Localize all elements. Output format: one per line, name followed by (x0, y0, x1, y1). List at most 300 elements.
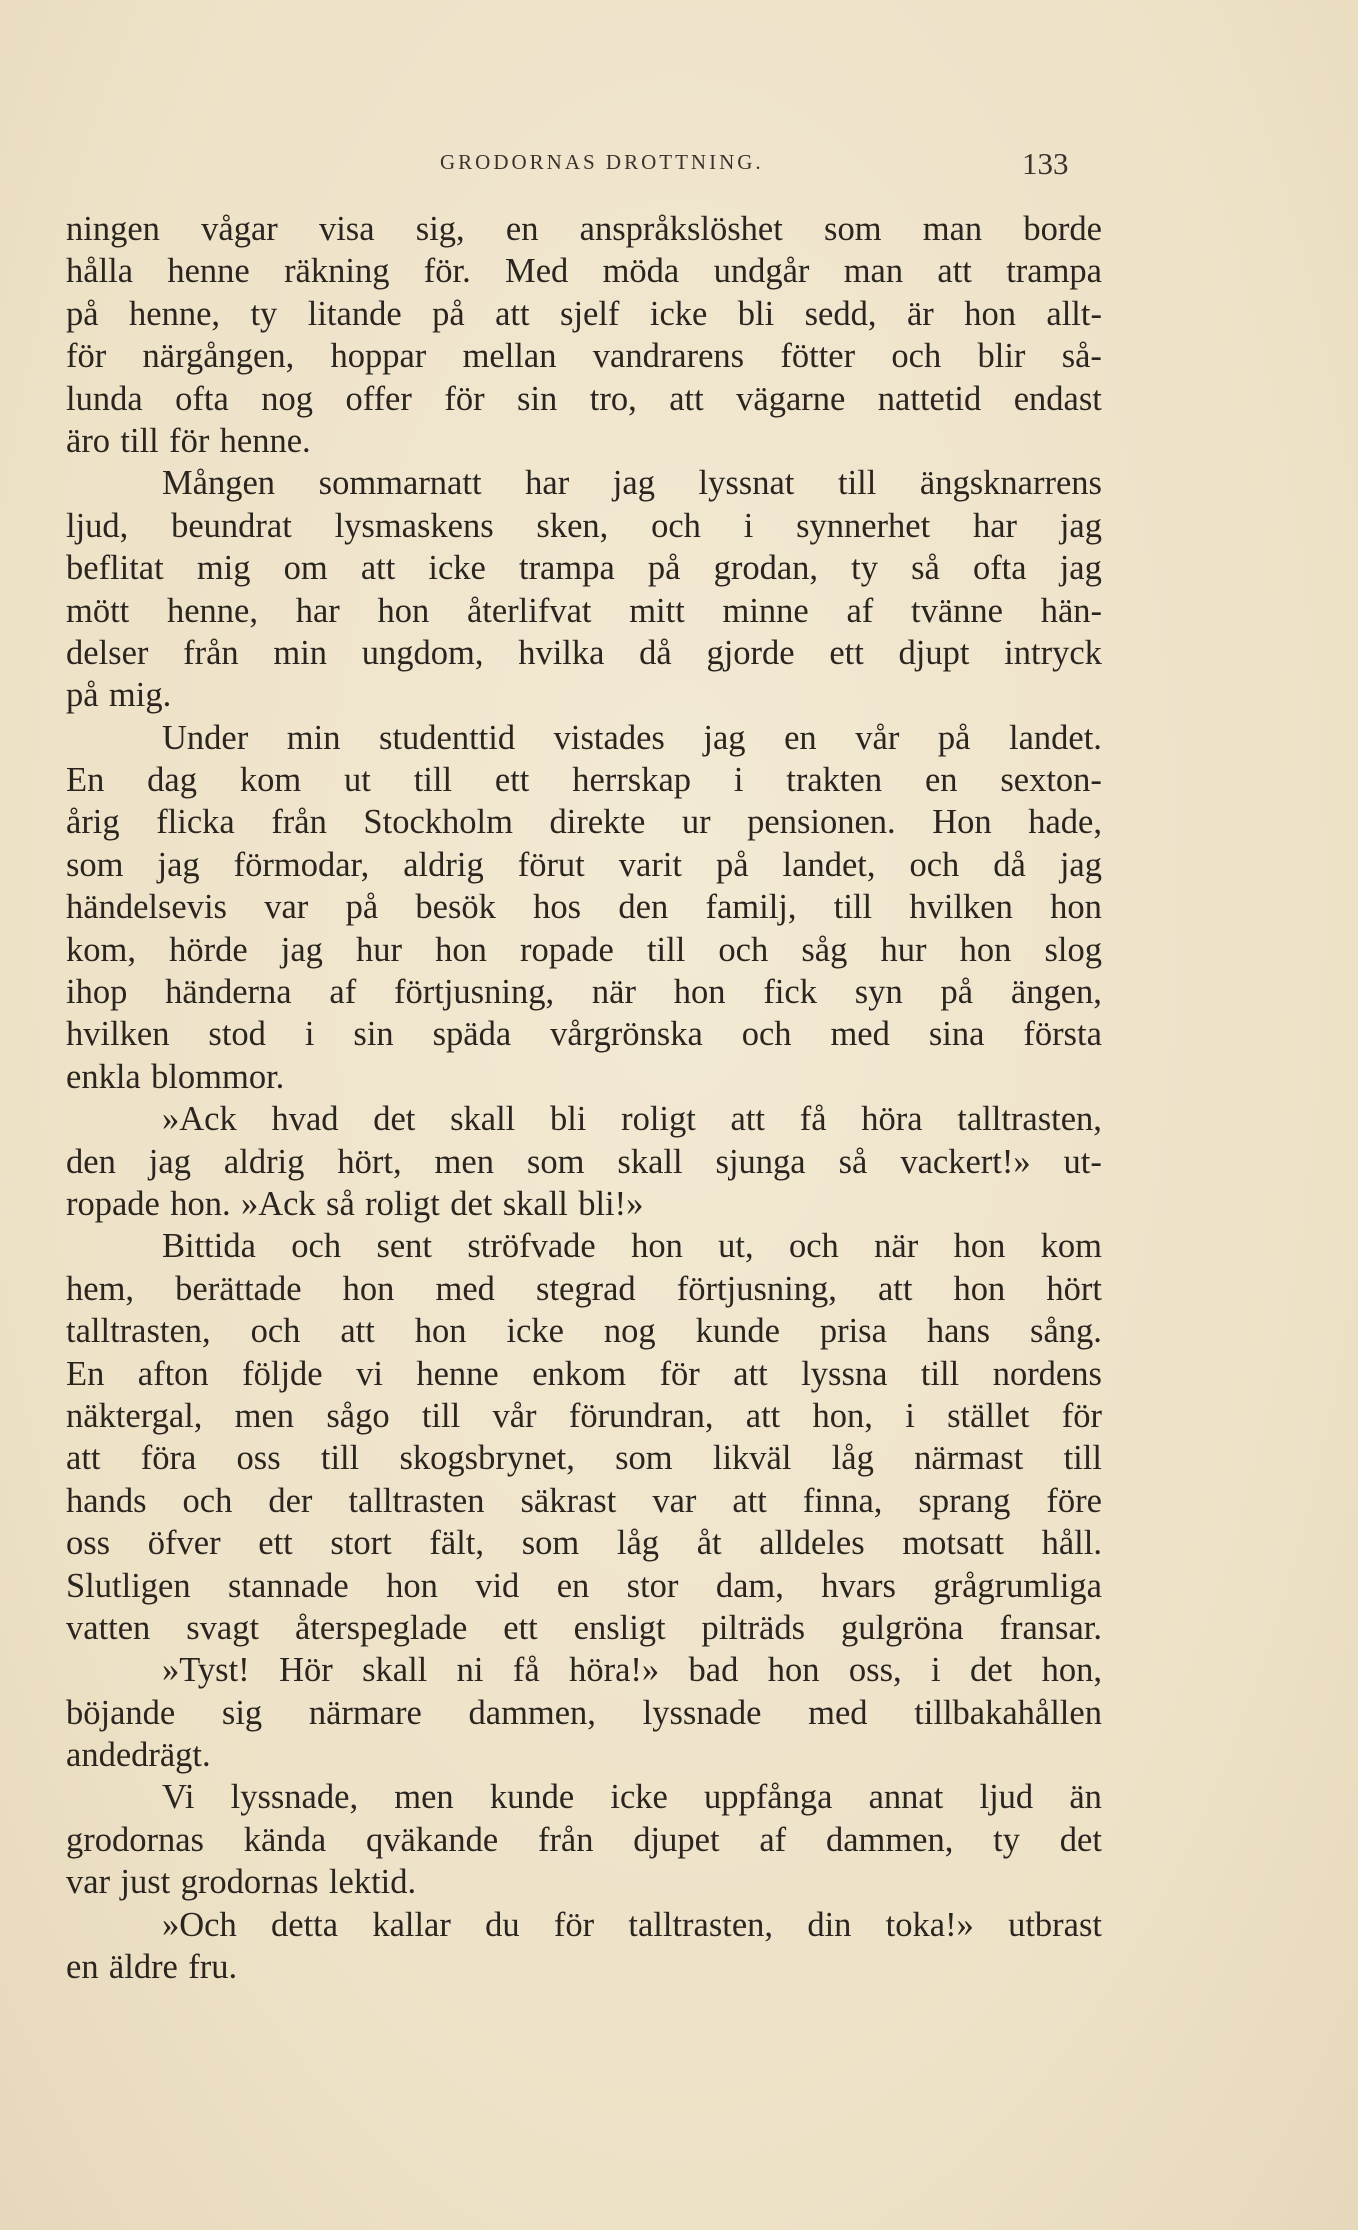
text-word: när (591, 973, 636, 1012)
text-word: Mången (162, 464, 276, 503)
text-word: förtjusning, (394, 973, 555, 1012)
text-line (66, 1946, 1102, 1988)
text-word: varit (618, 845, 682, 884)
text-word: hon (1050, 888, 1102, 927)
text-word: då (639, 633, 672, 672)
text-word: af (759, 1820, 787, 1859)
text-word: för (659, 1354, 700, 1393)
text-word: ty (250, 294, 278, 333)
text-word: hans (926, 1312, 991, 1351)
text-word: som (615, 1439, 673, 1478)
text-word: förut (517, 845, 585, 884)
text-word: ett (503, 1608, 538, 1647)
text-word: sprang (918, 1481, 1011, 1520)
text-word: stort (330, 1524, 392, 1563)
text-word: har (525, 464, 570, 503)
text-word: för. (423, 252, 471, 291)
text-word: djupt (898, 633, 970, 672)
text-word: oss, (848, 1651, 902, 1690)
text-word: andedrägt. (66, 1736, 211, 1775)
text-word: så (326, 1184, 355, 1223)
text-word: Hon (932, 803, 992, 842)
text-word: lyssnat (698, 464, 795, 503)
text-word: icke (428, 549, 486, 588)
text-word: beflitat (66, 549, 164, 588)
text-word: sent (376, 1227, 433, 1266)
text-word: den (618, 888, 669, 927)
text-word: borde (1023, 210, 1102, 248)
text-word: äldre (108, 1948, 178, 1987)
text-word: för (66, 337, 107, 376)
text-word: dag (147, 761, 197, 800)
text-word: närmast (914, 1439, 1024, 1478)
text-word: vågar (201, 210, 278, 248)
text-word: i (743, 506, 754, 545)
text-word: vi (356, 1354, 383, 1393)
text-word: bad (688, 1651, 739, 1690)
text-word: vårgrönska (550, 1015, 703, 1054)
text-word: tvänne (911, 591, 1003, 630)
text-word: då (993, 845, 1026, 884)
text-word: af (846, 591, 874, 630)
text-word: endast (1013, 379, 1102, 418)
text-word: direkte (549, 803, 646, 842)
text-word: beundrat (171, 506, 292, 545)
text-word: ropade (519, 930, 614, 969)
text-word: sexton- (1000, 761, 1102, 800)
text-word: tillbakahållen (914, 1693, 1102, 1732)
text-word: icke (610, 1778, 668, 1817)
text-word: till (320, 1439, 360, 1478)
text-word: mött (66, 591, 130, 630)
text-line (66, 250, 1102, 292)
text-word: ofta (175, 379, 229, 418)
text-word: närgången, (142, 337, 295, 376)
text-line (66, 844, 1102, 886)
text-word: första (1023, 1015, 1102, 1054)
text-word: hon (386, 1566, 438, 1605)
text-word: stod (208, 1015, 266, 1054)
text-word: jag (148, 1142, 191, 1181)
text-word: trampa (518, 549, 615, 588)
text-word: gulgröna (840, 1608, 964, 1647)
text-word: hört (1046, 1269, 1102, 1308)
text-word: sig (221, 1693, 263, 1732)
text-word: grodan, (713, 549, 819, 588)
text-word: talltrasten (348, 1481, 485, 1520)
text-word: man (922, 210, 983, 248)
text-word: af (329, 973, 357, 1012)
text-line (66, 1734, 1102, 1776)
text-word: Bittida (162, 1227, 256, 1266)
text-word: ungdom, (361, 633, 484, 672)
text-word: mellan (462, 337, 557, 376)
text-word: en (505, 210, 539, 248)
text-word: den (66, 1142, 116, 1181)
text-word: skall (450, 1100, 516, 1139)
text-line (66, 1395, 1102, 1437)
text-word: mig. (108, 676, 172, 715)
text-line (66, 801, 1102, 843)
text-line (66, 1565, 1102, 1607)
text-word: årig (66, 803, 120, 842)
text-word: min (286, 718, 341, 757)
text-word: landet. (1009, 718, 1102, 757)
text-line (66, 1607, 1102, 1649)
text-word: i (905, 1396, 915, 1435)
text-word: hon (435, 930, 487, 969)
text-word: Slutligen (66, 1566, 191, 1605)
running-head: GRODORNAS DROTTNING. (440, 150, 764, 174)
text-word: just (120, 1863, 171, 1902)
text-word: ängsknarrens (919, 464, 1102, 503)
text-word: ängen, (1010, 973, 1102, 1012)
text-word: när (874, 1227, 919, 1266)
text-word: nattetid (877, 379, 982, 418)
text-word: grodornas (66, 1820, 204, 1859)
text-word: talltrasten, (628, 1905, 774, 1944)
text-word: höra!» (569, 1651, 660, 1690)
text-word: detta (271, 1905, 339, 1944)
text-word: syn (854, 973, 903, 1012)
text-word: fötter (780, 337, 856, 376)
text-word: hos (533, 888, 582, 927)
text-word: förmodar, (233, 845, 370, 884)
text-word: att (733, 1354, 768, 1393)
text-word: sig, (415, 210, 465, 248)
text-word: än (1069, 1778, 1102, 1817)
text-word: mig (196, 549, 251, 588)
text-line (66, 929, 1102, 971)
text-line (66, 886, 1102, 928)
text-word: ur (681, 803, 711, 842)
text-word: med (808, 1693, 868, 1732)
text-word: »Och (162, 1905, 237, 1944)
text-word: trakten (786, 761, 883, 800)
text-word: berättade (175, 1269, 302, 1308)
text-word: som (66, 845, 124, 884)
text-word: till (646, 930, 686, 969)
text-word: jag (612, 464, 655, 503)
text-word: ströfvade (467, 1227, 596, 1266)
text-word: att (732, 1481, 767, 1520)
text-word: har (295, 591, 340, 630)
text-word: litande (307, 294, 402, 333)
text-line (66, 971, 1102, 1013)
text-word: det (970, 1651, 1013, 1690)
text-word: man (843, 252, 904, 291)
text-word: vid (475, 1566, 520, 1605)
text-word: låg (616, 1524, 660, 1563)
text-word: hörde (169, 930, 248, 969)
text-word: bli (737, 294, 775, 333)
text-word: till (833, 888, 873, 927)
text-word: jag (1059, 845, 1102, 884)
text-word: det (450, 1184, 493, 1223)
text-word: sjunga (715, 1142, 806, 1181)
text-line (66, 1522, 1102, 1564)
text-word: din (807, 1905, 852, 1944)
text-word: hon (767, 1651, 820, 1690)
text-word: i (931, 1651, 941, 1690)
text-word: att (669, 379, 704, 418)
text-word: pensionen. (747, 803, 896, 842)
text-word: kom (1040, 1227, 1102, 1266)
text-word: ljud (979, 1778, 1034, 1817)
text-word: att (937, 252, 972, 291)
text-word: till (120, 421, 159, 460)
text-word: återspeglade (294, 1608, 468, 1647)
text-word: mitt (629, 591, 685, 630)
text-word: hon (414, 1312, 467, 1351)
text-word: till (837, 464, 877, 503)
text-word: stegrad (536, 1269, 636, 1308)
text-word: från (183, 633, 239, 672)
text-word: att (877, 1269, 913, 1308)
text-word: ljud, (66, 506, 129, 545)
text-word: aldrig (403, 845, 484, 884)
text-word: ett (829, 633, 864, 672)
text-word: stannade (227, 1566, 349, 1605)
text-word: på (647, 549, 681, 588)
text-word: jag (1059, 506, 1102, 545)
text-word: skogsbrynet, (399, 1439, 575, 1478)
text-word: det (1059, 1820, 1102, 1859)
text-word: om (283, 549, 328, 588)
text-word: »Tyst! (162, 1651, 250, 1690)
text-word: hon (953, 1227, 1006, 1266)
text-word: enkom (532, 1354, 627, 1393)
text-word: med (435, 1269, 495, 1308)
text-word: så- (1061, 337, 1102, 376)
text-line (66, 505, 1102, 547)
text-word: möda (602, 252, 680, 291)
text-word: få (512, 1651, 540, 1690)
text-word: hon (964, 294, 1016, 333)
body-text (66, 208, 1102, 1988)
text-word: hon (377, 591, 430, 630)
text-word: till (413, 761, 453, 800)
text-word: henne. (219, 421, 311, 460)
text-line (66, 674, 1102, 716)
text-word: fält, (429, 1524, 485, 1563)
text-line (66, 1437, 1102, 1479)
text-word: henne, (166, 591, 258, 630)
text-word: flicka (156, 803, 235, 842)
text-word: gjorde (706, 633, 795, 672)
text-word: att (730, 1100, 766, 1139)
text-word: att (66, 1439, 101, 1478)
text-word: äro (66, 421, 111, 460)
text-word: minne (722, 591, 809, 630)
text-word: bli!» (578, 1184, 644, 1223)
text-line (66, 1776, 1102, 1818)
text-word: Under (162, 718, 249, 757)
text-word: nog (603, 1312, 656, 1351)
text-word: som (521, 1524, 580, 1563)
text-word: så (911, 549, 940, 588)
text-word: på (715, 845, 749, 884)
text-word: ett (494, 761, 530, 800)
text-word: hän- (1040, 591, 1102, 630)
text-word: hvilken (66, 1015, 170, 1054)
text-word: var (652, 1481, 697, 1520)
text-word: talltrasten, (957, 1100, 1102, 1139)
text-word: sin (353, 1015, 394, 1054)
text-word: jag (280, 930, 323, 969)
text-word: för (553, 1905, 595, 1944)
text-word: min (273, 633, 328, 672)
text-word: näktergal, (66, 1396, 203, 1435)
text-word: som (526, 1142, 585, 1181)
text-word: hört, (337, 1142, 402, 1181)
text-word: visa (318, 210, 375, 248)
text-word: vatten (66, 1608, 151, 1647)
text-word: fransar. (999, 1608, 1102, 1647)
text-word: utbrast (1008, 1905, 1102, 1944)
text-word: är (906, 294, 934, 333)
text-word: oss (66, 1524, 111, 1563)
text-word: dammen, (468, 1693, 596, 1732)
text-word: sina (928, 1015, 985, 1054)
text-word: ett (258, 1524, 293, 1563)
text-word: en (924, 761, 958, 800)
text-word: och (741, 1015, 792, 1054)
text-word: qväkande (365, 1820, 499, 1859)
text-word: såg (801, 930, 848, 969)
text-word: skall (502, 1184, 568, 1223)
text-word: och (788, 1227, 839, 1266)
text-word: likväl (712, 1439, 792, 1478)
text-word: och (291, 1227, 342, 1266)
text-word: motsatt (902, 1524, 1004, 1563)
text-word: ihop (66, 973, 128, 1012)
text-word: före (1046, 1481, 1102, 1520)
text-word: vandrarens (592, 337, 745, 376)
text-word: delser (66, 633, 149, 672)
text-word: bli (549, 1100, 587, 1139)
text-word: dammen, (825, 1820, 954, 1859)
text-word: Med (505, 252, 569, 291)
text-word: kända (243, 1820, 327, 1859)
text-word: henne, (129, 294, 221, 333)
text-word: jag (703, 718, 746, 757)
text-word: skall (362, 1651, 428, 1690)
text-word: intryck (1004, 633, 1102, 672)
text-word: vägarne (736, 379, 846, 418)
text-word: händelsevis (66, 888, 227, 927)
text-word: vår (855, 718, 900, 757)
text-word: hon. (170, 1184, 231, 1223)
text-word: oss (236, 1439, 281, 1478)
text-word: för (444, 379, 485, 418)
text-word: från (271, 803, 327, 842)
text-word: ut, (718, 1227, 754, 1266)
text-word: offer (345, 379, 412, 418)
text-word: föra (140, 1439, 197, 1478)
text-word: närmare (308, 1693, 422, 1732)
text-word: räkning (284, 252, 390, 291)
text-word: der (268, 1481, 313, 1520)
text-line (66, 293, 1102, 335)
text-word: toka!» (885, 1905, 974, 1944)
text-word: stället (947, 1396, 1030, 1435)
page-number: 133 (1022, 146, 1069, 181)
text-word: att (360, 549, 396, 588)
text-word: jag (1059, 549, 1102, 588)
text-word: tro, (589, 379, 637, 418)
text-word: landet, (782, 845, 876, 884)
text-line (66, 1649, 1102, 1691)
text-word: till (421, 1396, 461, 1435)
text-word: lyssnade (642, 1693, 762, 1732)
text-word: med (830, 1015, 890, 1054)
text-word: Stockholm (363, 803, 513, 842)
text-word: nordens (992, 1354, 1102, 1393)
text-word: och (250, 1312, 301, 1351)
text-word: familj, (705, 888, 797, 927)
text-word: grågrumliga (933, 1566, 1102, 1605)
text-word: lysmaskens (334, 506, 494, 545)
text-word: hon (953, 1269, 1006, 1308)
text-word: säkrast (520, 1481, 617, 1520)
text-word: sin (517, 379, 558, 418)
text-word: nog (261, 379, 313, 418)
text-word: vistades (553, 718, 665, 757)
text-line (66, 632, 1102, 674)
text-word: på (345, 888, 379, 927)
text-word: kunde (695, 1312, 780, 1351)
text-word: vår (492, 1396, 537, 1435)
text-word: låg (831, 1439, 874, 1478)
text-word: roligt (621, 1100, 696, 1139)
text-word: höra (861, 1100, 923, 1139)
text-word: hvars (821, 1566, 896, 1605)
text-word: fru. (188, 1948, 238, 1987)
text-word: böjande (66, 1693, 176, 1732)
text-word: trampa (1006, 252, 1102, 291)
text-line (66, 1183, 1102, 1225)
text-word: men (394, 1778, 454, 1817)
text-word: kom (239, 761, 302, 800)
text-word: ut (344, 761, 371, 800)
text-word: ty (993, 1820, 1020, 1859)
text-word: hvad (271, 1100, 339, 1139)
text-word: en (784, 718, 817, 757)
text-word: för (1061, 1396, 1102, 1435)
text-word: och (909, 845, 960, 884)
text-word: ningen (66, 210, 160, 248)
text-line (66, 1056, 1102, 1098)
text-word: sken, (536, 506, 609, 545)
text-word: ropade (66, 1184, 160, 1223)
text-word: på (937, 718, 971, 757)
text-word: afton (137, 1354, 209, 1393)
text-word: hålla (66, 252, 134, 291)
text-word: jag (157, 845, 200, 884)
text-word: sommarnatt (318, 464, 482, 503)
text-word: hon, (812, 1396, 873, 1435)
text-word: henne (416, 1354, 499, 1393)
text-word: stor (626, 1566, 679, 1605)
text-word: icke (649, 294, 708, 333)
text-word: djupet (633, 1820, 720, 1859)
text-word: undgår (713, 252, 810, 291)
text-word: annat (868, 1778, 944, 1817)
text-word: hvilka (518, 633, 605, 672)
text-word: lyssnade, (230, 1778, 359, 1817)
text-word: ty (851, 549, 878, 588)
